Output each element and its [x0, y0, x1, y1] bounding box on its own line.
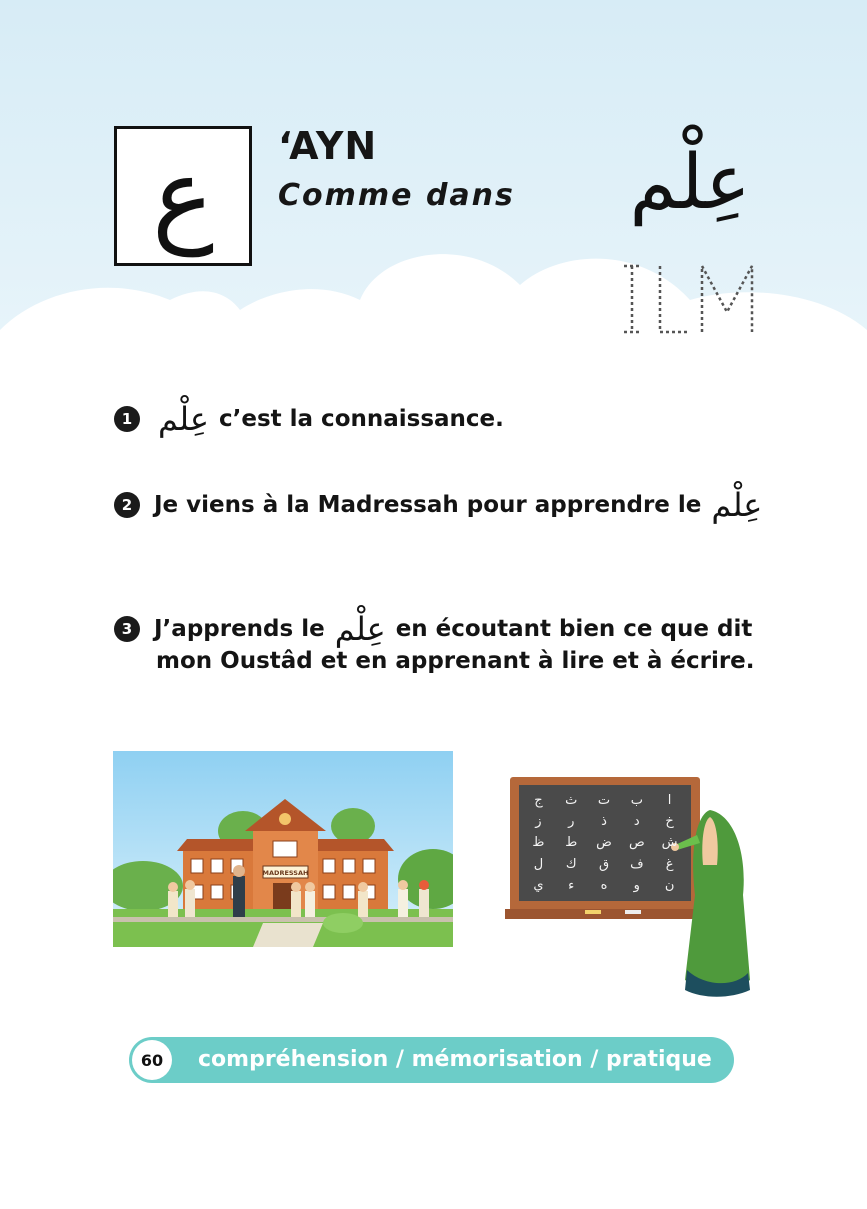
board-letter: ج: [534, 793, 543, 809]
svg-text:MADRESSAH: MADRESSAH: [262, 869, 309, 877]
board-letter: ا: [667, 793, 672, 809]
board-letter: خ: [665, 814, 674, 830]
board-letter: ث: [565, 793, 578, 809]
board-letter: ز: [535, 814, 542, 830]
board-letter: ر: [568, 814, 575, 830]
item-1: [114, 400, 504, 438]
item-3-line2: mon Oustâd et en apprenant à lire et à écrire.: [156, 648, 755, 674]
board-letter: غ: [665, 856, 674, 872]
page-number: 60: [132, 1040, 172, 1080]
subtitle: Comme dans: [278, 178, 515, 213]
board-letter: د: [633, 814, 640, 830]
board-letter: ل: [533, 856, 544, 872]
board-letter: ظ: [532, 835, 545, 851]
board-letter: و: [633, 877, 640, 893]
item-text: c’est la connaissance.: [218, 406, 504, 432]
board-letter: ف: [630, 856, 644, 872]
number-badge: 1: [114, 406, 140, 432]
arabic-word: عِلْم: [158, 400, 209, 438]
board-letter: ق: [598, 856, 610, 872]
board-letter: ت: [597, 793, 611, 809]
arabic-letter: ع: [151, 135, 215, 257]
arabic-word: عِلْم: [334, 610, 386, 648]
board-letter: ش: [661, 835, 678, 851]
number-badge: 3: [114, 616, 140, 642]
board-letter: ي: [533, 877, 544, 893]
board-letter: ه: [600, 877, 608, 893]
arabic-word: عِلْم: [711, 486, 763, 524]
chalkboard-alphabet: [522, 790, 686, 896]
board-letter: ب: [630, 793, 643, 809]
board-letter: ن: [664, 877, 675, 893]
transliteration-tracing: [620, 262, 760, 336]
board-letter: ص: [628, 835, 645, 851]
letter-box: [114, 126, 252, 266]
board-letter: ك: [565, 856, 577, 872]
footer-label: compréhension / mémorisation / pratique: [198, 1047, 712, 1072]
board-letter: ض: [596, 835, 612, 851]
item-text-continued: en écoutant bien ce que dit: [395, 616, 753, 642]
number-badge: 2: [114, 492, 140, 518]
item-2: [114, 486, 772, 524]
example-word-arabic: عِلْم: [629, 137, 751, 226]
board-letter: ء: [568, 877, 575, 893]
board-letter: ذ: [601, 814, 607, 830]
item-3: [114, 610, 752, 648]
board-letter: ط: [565, 835, 578, 851]
item-text: J’apprends le: [154, 616, 325, 642]
madrasa-school-illustration: [113, 751, 453, 947]
item-text: Je viens à la Madressah pour apprendre le: [154, 492, 702, 518]
letter-name: ‘AYN: [278, 124, 378, 168]
